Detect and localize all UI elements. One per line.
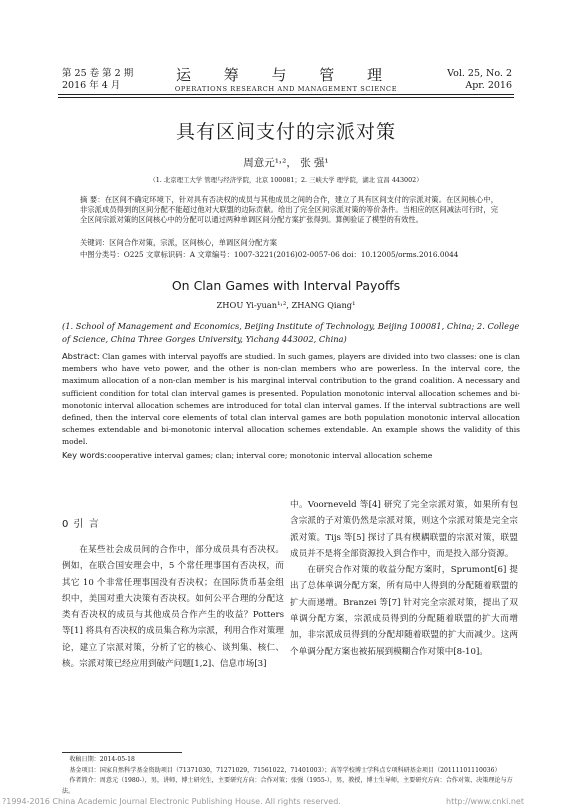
footnote-funding: 基金项目：国家自然科学基金资助项目（71371030，71271029，71561022，71401003）；高等学校博士学科点专项科研基金项目（20111101110036）	[69, 766, 501, 774]
authors-cn: 周意元¹˒²， 张 强¹	[243, 157, 329, 169]
authors-en: ZHOU Yi-yuan¹˒², ZHANG Qiang¹	[216, 300, 356, 310]
date-cn: 2016 年 4 月	[62, 80, 121, 91]
footnote-authors: 作者简介：周意元（1980-），男，讲师，博士研究生，主要研究方向：合作对策；张强（1955-），男，教授，博士生导师，主要研究方向：合作对策、决策理论与方法。	[62, 777, 513, 795]
body-column-right	[290, 497, 518, 660]
abstract-en-text: Clan games with interval payoffs are studied. In such games, players are divided into two classes: one is clan members who have veto power, and the other is non-clan members who are powerless. In the interval core, the maximum allocation of a non-clan member is his marginal interval contribution to the grand coalition. A necessary and sufficient condition for total clan interval games is presented. Population monotonic interval allocation schemes and bi-monotonic interval allocation schemes are introduced for total clan interval games. If the interval subtractions are well defined, then the interval core elements of total clan interval games are both population monotonic interval allocation schemes extendable and bi-monotonic interval allocation schemes extendable. An example shows the validity of this model.	[62, 352, 520, 447]
volume-issue-en-line: Vol. 25, No. 2	[447, 68, 512, 79]
volume-issue-cn-line: 第 25 卷 第 2 期	[62, 68, 134, 79]
keywords-en-label: Key words:	[62, 449, 108, 460]
footnote-received: 收稿日期：2014-05-18	[69, 756, 135, 763]
body-paragraph: 在某些社会成员间的合作中，部分成员具有否决权。例如，在联合国安理会中，5 个常任理事国有否决权，而其它 10 个非常任理事国没有否决权；在国际货币基金组织中，美国对重大决策有否决权。如何公平合理的分配这类有否决权的成员与其他成员合作产生的收益？Potters 等[1] 将具有否决权的成员集合称为宗派，利用合作对策理论，建立了宗派对策，分析了它的核心、谈判集、核仁、核。宗派对策已经应用到破产问题[1,2]、信息市场[3]	[62, 545, 284, 670]
copyright-bar	[0, 797, 572, 806]
affiliation-en: (1. School of Management and Economics, Beijing Institute of Technology, Beijing 100081, China; 2. College of Science, China Three Gorges University, Yichang 443002, China)	[62, 321, 520, 344]
paper-title-cn: 具有区间支付的宗派对策	[175, 121, 396, 143]
journal-title-en: OPERATIONS RESEARCH AND MANAGEMENT SCIENCE	[174, 85, 398, 93]
body-paragraph: 在研究合作对策的收益分配方案时，Sprumont[6] 提出了总体单调分配方案，所有局中人得到的分配随着联盟的扩大而递增。Branzei 等[7] 针对完全宗派对策，提出了双单调分配方案，宗派成员得到的分配随着联盟的扩大而增加，非宗派成员得到的分配却随着联盟的扩大而减少。这两个单调分配方案也被拓展到模糊合作对策中[8-10]。	[290, 565, 518, 657]
abstract-cn: 摘 要：在区间不确定环境下，针对具有否决权的成员与其他成员之间的合作，建立了具有区间支付的宗派对策。在区间核心中，非宗派成员得到的区间分配不能超过他对大联盟的边际贡献。给出了完全区间宗派对策的等价条件。当相应的区间减法可行时，完全区间宗派对策的区间核心中的分配可以通过两种单调区间分配方案扩张得到。算例验证了模型的有效性。	[80, 195, 498, 224]
footnotes	[62, 755, 520, 797]
header-rule-bottom	[58, 97, 514, 98]
section-heading-intro: 0 引 言	[62, 519, 100, 530]
keywords-cn: 关键词：区间合作对策，宗派，区间核心，单调区间分配方案	[80, 238, 278, 247]
header-rule-top	[58, 94, 514, 95]
affiliation-cn: （1. 北京理工大学 管理与经济学院，北京 100081；2. 三峡大学 理学院，湖北 宜昌 443002）	[149, 176, 423, 184]
abstract-en-label: Abstract:	[62, 351, 100, 361]
body-column-left	[62, 542, 284, 672]
footnote-rule	[62, 752, 182, 753]
date-en: Apr. 2016	[465, 80, 512, 91]
journal-title-cn: 运 筹 与 管 理	[175, 66, 397, 84]
copyright-text: ?1994-2016 China Academic Journal Electronic Publishing House. All rights reserved.	[2, 797, 341, 806]
body-paragraph: 中。Voorneveld 等[4] 研究了完全宗派对策，如果所有包含宗派的子对策仍然是宗派对策，则这个宗派对策是完全宗派对策。Tijs 等[5] 探讨了具有楔耦联盟的宗派对策，联盟成员并不是将全部资源投入到合作中，而是投入部分资源。	[290, 500, 518, 559]
abstract-en	[62, 350, 520, 462]
keywords-en-text: cooperative interval games; clan; interval core; monotonic interval allocation scheme	[107, 450, 433, 460]
volume-issue-en	[447, 68, 512, 92]
cnki-link[interactable]: http://www.cnki.net	[446, 797, 524, 806]
paper-title-en: On Clan Games with Interval Payoffs	[171, 278, 401, 293]
classification-cn: 中图分类号：O225 文章标识码：A 文章编号：1007-3221(2016)02-0057-06 doi：10.12005/orms.2016.0044	[80, 250, 459, 259]
